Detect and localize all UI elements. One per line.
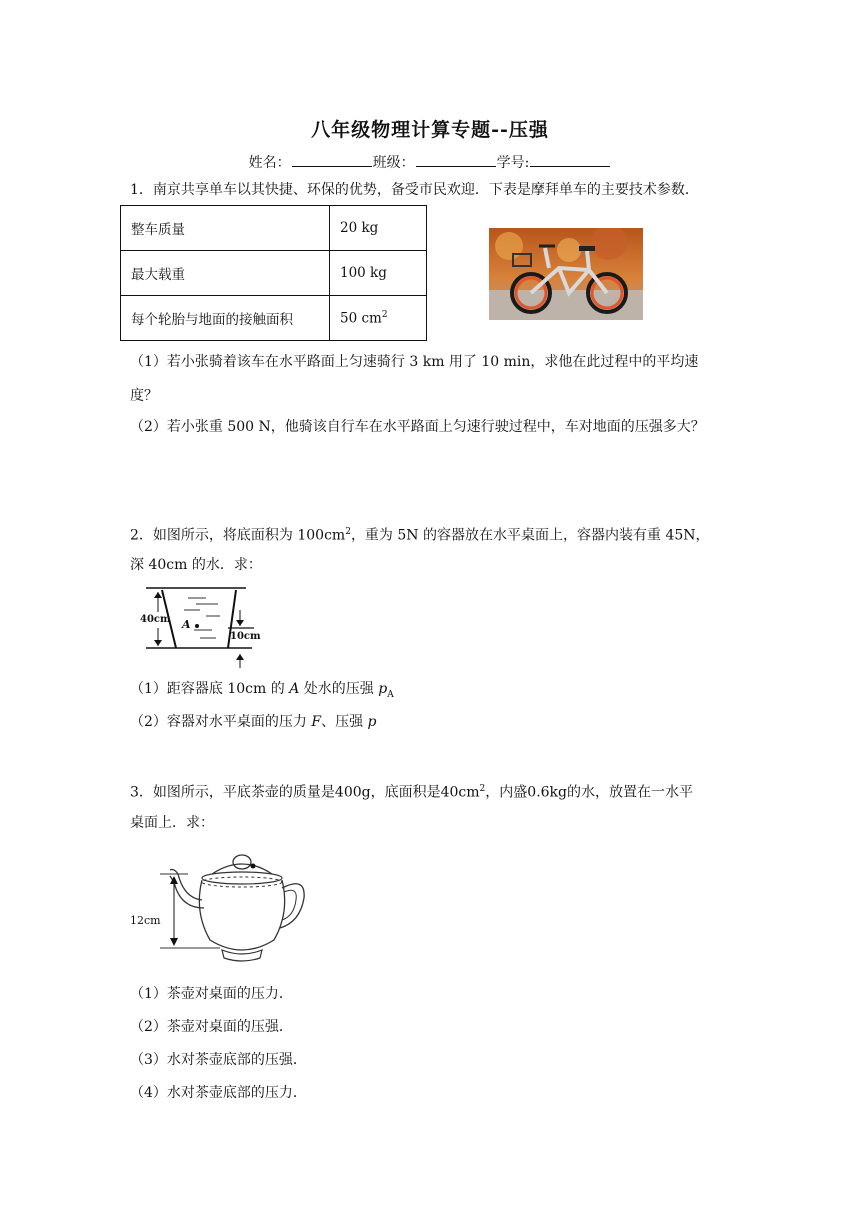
q2-stem-line2: 深 40cm 的水．求：: [130, 557, 262, 573]
q3-area: 40cm: [440, 784, 480, 801]
table-cell-value: 100 kg: [330, 251, 427, 296]
q1-sub2: （2）若小张重 500 N，他骑该自行车在水平路面上匀速行驶过程中，车对地面的压强多大？: [130, 419, 705, 435]
q2-stem-a: 2．如图所示，将底面积为 100cm: [130, 527, 346, 544]
q3-stem-d: 的水，放置在一水平: [567, 784, 693, 801]
q1-sub1-line1: （1）若小张骑着该车在水平路面上匀速骑行 3 km 用了 10 min，求他在此过程中的平均速: [130, 354, 699, 370]
q2-sub1-p-subscript: A: [387, 689, 394, 700]
q2-sub1: [130, 677, 730, 707]
q2-sub2: [130, 710, 730, 734]
point-a-label: A: [182, 618, 191, 631]
q3-area-exponent: 2: [479, 784, 486, 794]
q2-sub1-text-b: 处水的压强: [299, 681, 379, 697]
q2-sub1-p: p: [378, 681, 388, 697]
q3-stem-b: ，底面积是: [370, 784, 441, 801]
height-label: 12cm: [130, 914, 161, 927]
value-exponent: 2: [381, 309, 388, 320]
table-cell-label: 最大载重: [121, 251, 330, 296]
container-diagram: [136, 584, 266, 670]
q2-sub2-p: p: [367, 714, 377, 730]
q3-stem-line2: 桌面上．求：: [130, 815, 214, 831]
q2-stem-exponent: 2: [345, 527, 351, 537]
bike-photo: [489, 228, 643, 320]
number-blank[interactable]: [530, 154, 610, 167]
page-title: 八年级物理计算专题--压强: [311, 119, 549, 141]
height-label: 10cm: [230, 631, 261, 642]
q3-sub1: （1）茶壶对桌面的压力．: [130, 986, 293, 1002]
q2-sub2-text-a: （2）容器对水平桌面的压力: [130, 714, 312, 730]
q2-sub1-var: A: [289, 681, 300, 697]
value-text: 50 cm: [340, 310, 382, 327]
q1-sub1: [130, 350, 730, 408]
class-label: 班级：: [372, 155, 415, 171]
table-cell-label: 整车质量: [121, 206, 330, 251]
q1-stem: 1．南京共享单车以其快捷、环保的优势，备受市民欢迎．下表是摩拜单车的主要技术参数．: [130, 182, 699, 198]
q3-sub4: （4）水对茶壶底部的压力．: [130, 1085, 307, 1101]
q2-stem-b: ，重为 5N 的容器放在水平桌面上，容器内装有重 45N，: [350, 527, 710, 544]
q3-mass: 400g: [334, 784, 371, 801]
number-label: 学号:: [496, 155, 530, 171]
q3-stem-c: ，内盛: [485, 784, 528, 801]
q2-sub1-text-a: （1）距容器底 10cm 的: [130, 681, 290, 697]
class-blank[interactable]: [416, 154, 496, 167]
q3-stem: [130, 777, 730, 805]
name-label: 姓名：: [248, 155, 291, 171]
depth-label: 40cm: [140, 614, 171, 625]
teapot-diagram: [130, 848, 310, 968]
table-row: [121, 206, 427, 251]
q2-sub2-text-b: 、压强: [321, 714, 368, 730]
table-cell-label: 每个轮胎与地面的接触面积: [121, 296, 330, 341]
q3-stem-a: 3．如图所示，平底茶壶的质量是: [130, 784, 335, 801]
table-cell-value: 20 kg: [330, 206, 427, 251]
q3-sub2: （2）茶壶对桌面的压强．: [130, 1019, 293, 1035]
name-blank[interactable]: [292, 154, 372, 167]
table-row: [121, 251, 427, 296]
table-cell-value: [330, 296, 427, 341]
student-info-line: [0, 152, 860, 172]
table-row: [121, 296, 427, 341]
q3-sub3: （3）水对茶壶底部的压强．: [130, 1052, 307, 1068]
q2-stem: [130, 520, 730, 548]
q3-water: 0.6kg: [527, 784, 567, 801]
q1-sub1-line2: 度？: [130, 388, 158, 404]
bike-spec-table: [120, 205, 427, 341]
q2-sub2-F: F: [311, 714, 322, 730]
